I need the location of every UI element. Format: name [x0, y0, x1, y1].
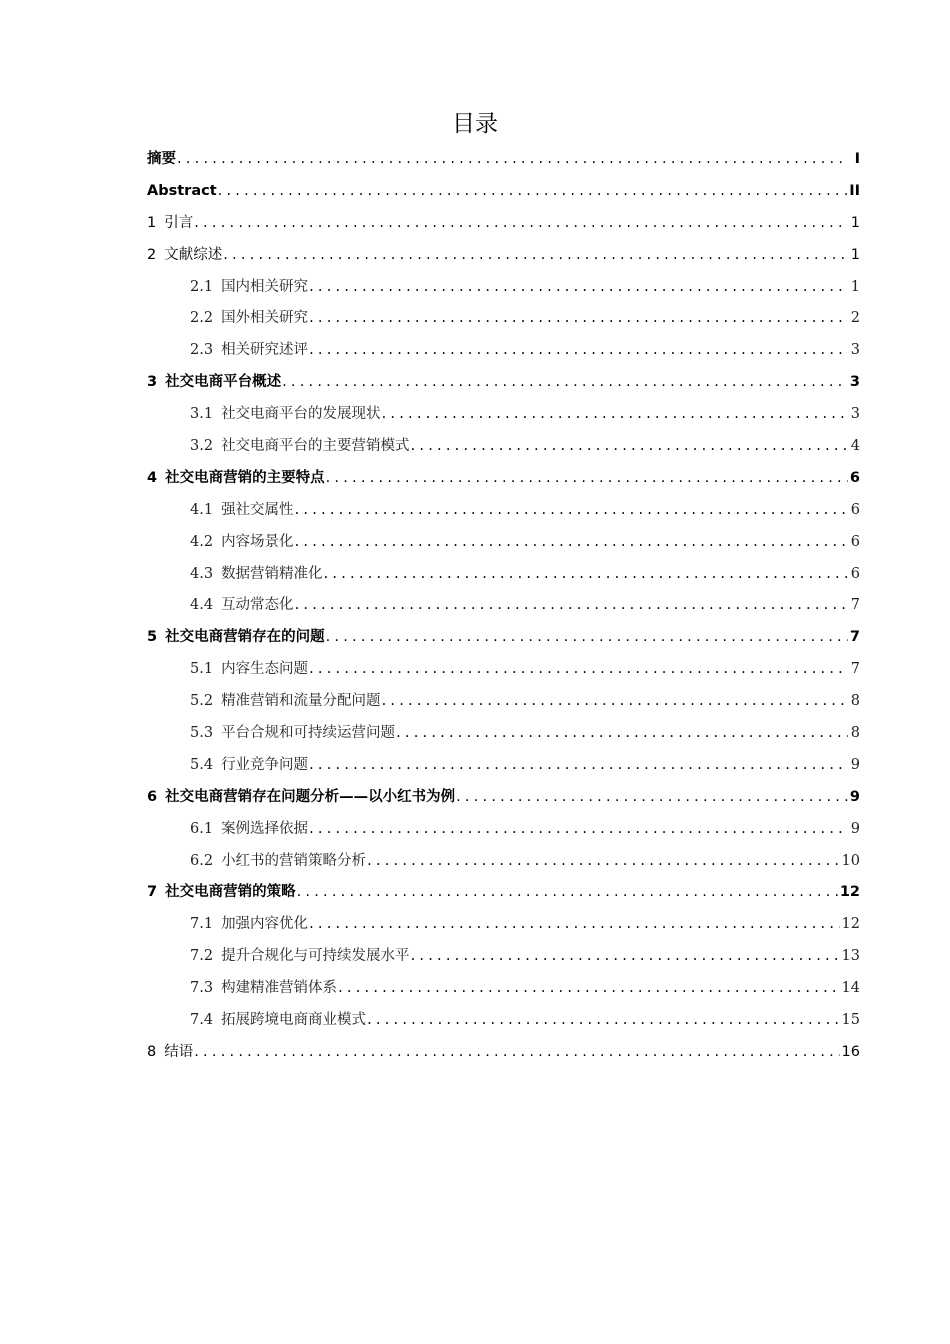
toc-entry-label: 强社交属性 — [221, 501, 294, 518]
toc-entry-number: 6.2 — [190, 852, 214, 869]
toc-entry-label: 国内相关研究 — [221, 278, 309, 295]
dot-leader — [308, 272, 848, 304]
dot-leader — [381, 399, 848, 431]
dot-leader — [308, 335, 848, 367]
toc-entry-number: 4.1 — [190, 501, 214, 518]
toc-entry-label: 文献综述 — [164, 246, 223, 263]
dot-leader — [296, 877, 838, 909]
toc-entry-number: 5.1 — [190, 661, 214, 678]
dot-leader — [193, 1037, 839, 1069]
toc-entry-number: 2 — [147, 246, 157, 263]
toc-entry-label: 结语 — [164, 1043, 194, 1060]
toc-entry-abstract-cn[interactable] — [147, 144, 860, 176]
toc-entry-page: 8 — [850, 725, 860, 742]
dot-leader — [381, 686, 848, 718]
dot-leader — [325, 463, 848, 495]
dot-leader — [395, 718, 848, 750]
toc-entry-chapter-5[interactable] — [147, 622, 860, 654]
toc-entry-number: 4.3 — [190, 565, 214, 582]
toc-entry-number: 5.4 — [190, 756, 214, 773]
dot-leader — [176, 144, 848, 176]
toc-entry-number: 2.2 — [190, 310, 214, 327]
toc-entry-section-5-3[interactable] — [147, 718, 860, 750]
dot-leader — [294, 527, 848, 559]
toc-entry-section-2-1[interactable] — [147, 272, 860, 304]
toc-entry-page: 4 — [850, 438, 860, 455]
toc-entry-label: 内容场景化 — [221, 533, 294, 550]
dot-leader — [281, 367, 848, 399]
toc-entry-page: 3 — [850, 406, 860, 423]
toc-entry-page: 6 — [850, 501, 860, 518]
toc-entry-number: 4.2 — [190, 533, 214, 550]
toc-entry-label: 内容生态问题 — [221, 661, 309, 678]
dot-leader — [294, 590, 848, 622]
toc-entry-chapter-4[interactable] — [147, 463, 860, 495]
toc-entry-label: 社交电商平台概述 — [165, 374, 282, 391]
toc-entry-number: 7 — [147, 884, 158, 901]
toc-entry-section-4-4[interactable] — [147, 590, 860, 622]
dot-leader — [323, 559, 848, 591]
toc-entry-chapter-8[interactable] — [147, 1037, 860, 1069]
toc-entry-page: 7 — [849, 629, 860, 646]
toc-entry-chapter-3[interactable] — [147, 367, 860, 399]
dot-leader — [308, 303, 848, 335]
toc-entry-label: 摘要 — [147, 151, 176, 167]
toc-entry-label: 数据营销精准化 — [221, 565, 323, 582]
toc-entry-page: 7 — [850, 597, 860, 614]
toc-entry-section-2-3[interactable] — [147, 335, 860, 367]
toc-entry-page: 9 — [850, 820, 860, 837]
toc-entry-label: 社交电商营销的策略 — [165, 884, 296, 901]
toc-entry-page: 13 — [841, 948, 860, 965]
toc-entry-chapter-6[interactable] — [147, 782, 860, 814]
toc-entry-label: 社交电商平台的发展现状 — [221, 406, 381, 423]
toc-entry-label: 精准营销和流量分配问题 — [221, 693, 381, 710]
toc-entry-number: 2.1 — [190, 278, 214, 295]
toc-entry-page: 14 — [841, 980, 860, 997]
toc-entry-page: 3 — [849, 374, 860, 391]
toc-entry-section-7-2[interactable] — [147, 941, 860, 973]
toc-entry-page: 7 — [850, 661, 860, 678]
toc-entry-page: 12 — [839, 884, 860, 901]
toc-entry-section-5-1[interactable] — [147, 654, 860, 686]
toc-entry-label: 行业竞争问题 — [221, 756, 309, 773]
toc-entry-label: 互动常态化 — [221, 597, 294, 614]
toc-entry-number: 1 — [147, 214, 157, 231]
toc-entry-label: 国外相关研究 — [221, 310, 309, 327]
toc-entry-page: 3 — [850, 342, 860, 359]
toc-entry-section-3-1[interactable] — [147, 399, 860, 431]
toc-entry-section-3-2[interactable] — [147, 431, 860, 463]
toc-entry-label: 拓展跨境电商商业模式 — [221, 1012, 367, 1029]
toc-entry-page: 9 — [849, 788, 860, 805]
toc-entry-page: 16 — [841, 1043, 860, 1060]
toc-entry-section-5-4[interactable] — [147, 750, 860, 782]
dot-leader — [308, 654, 848, 686]
dot-leader — [410, 431, 848, 463]
toc-entry-label: 提升合规化与可持续发展水平 — [221, 948, 410, 965]
toc-entry-chapter-2[interactable] — [147, 240, 860, 272]
toc-entry-number: 2.3 — [190, 342, 214, 359]
toc-entry-page: 9 — [850, 756, 860, 773]
toc-entry-label: 社交电商营销存在的问题 — [165, 629, 325, 646]
toc-entry-label: 加强内容优化 — [221, 916, 309, 933]
toc-entry-label: 构建精准营销体系 — [221, 980, 338, 997]
dot-leader — [410, 941, 840, 973]
toc-entry-label: 小红书的营销策略分析 — [221, 852, 367, 869]
toc-entry-section-6-2[interactable] — [147, 846, 860, 878]
dot-leader — [308, 814, 848, 846]
dot-leader — [308, 909, 839, 941]
toc-entry-number: 8 — [147, 1043, 157, 1060]
toc-entry-page: II — [849, 182, 860, 199]
toc-entry-number: 6 — [147, 788, 158, 805]
toc-entry-section-4-1[interactable] — [147, 495, 860, 527]
dot-leader — [308, 750, 848, 782]
dot-leader — [337, 973, 839, 1005]
toc-entry-section-7-3[interactable] — [147, 973, 860, 1005]
toc-entry-chapter-7[interactable] — [147, 877, 860, 909]
toc-entry-label: 平台合规和可持续运营问题 — [221, 725, 396, 742]
toc-entry-number: 7.2 — [190, 948, 214, 965]
toc-entry-page: 6 — [849, 469, 860, 486]
dot-leader — [217, 176, 848, 208]
toc-entry-chapter-1[interactable] — [147, 208, 860, 240]
toc-entry-page: 15 — [841, 1012, 860, 1029]
toc-entry-section-6-1[interactable] — [147, 814, 860, 846]
toc-entry-number: 3.1 — [190, 406, 214, 423]
toc-entry-label: 社交电商营销的主要特点 — [165, 469, 325, 486]
toc-entry-abstract-en[interactable] — [147, 176, 860, 208]
toc-entry-page: 1 — [850, 214, 860, 231]
dot-leader — [193, 208, 848, 240]
toc-entry-page: I — [854, 151, 860, 167]
toc-entry-number: 3.2 — [190, 438, 214, 455]
toc-entry-number: 7.1 — [190, 916, 214, 933]
toc-entry-number: 5.3 — [190, 725, 214, 742]
toc-entry-label: 引言 — [164, 214, 194, 231]
toc-entry-section-4-3[interactable] — [147, 559, 860, 591]
toc-entry-section-7-4[interactable] — [147, 1005, 860, 1037]
toc-entry-label: 社交电商平台的主要营销模式 — [221, 438, 410, 455]
toc-entry-page: 2 — [850, 310, 860, 327]
toc-entry-section-2-2[interactable] — [147, 303, 860, 335]
toc-entry-section-7-1[interactable] — [147, 909, 860, 941]
dot-leader — [366, 846, 839, 878]
toc-entry-label: 相关研究述评 — [221, 342, 309, 359]
dot-leader — [325, 622, 848, 654]
dot-leader — [222, 240, 848, 272]
page-title: 目录 — [452, 111, 498, 137]
toc-entry-number: 4.4 — [190, 597, 214, 614]
toc-entry-page: 12 — [841, 916, 860, 933]
toc-entry-label: Abstract — [147, 182, 217, 199]
toc-entry-section-5-2[interactable] — [147, 686, 860, 718]
toc-entry-number: 7.4 — [190, 1012, 214, 1029]
toc-entry-page: 8 — [850, 693, 860, 710]
toc-entry-number: 6.1 — [190, 820, 214, 837]
toc-entry-number: 5.2 — [190, 693, 214, 710]
toc-entry-page: 1 — [850, 278, 860, 295]
toc-entry-number: 3 — [147, 374, 158, 391]
toc-entry-section-4-2[interactable] — [147, 527, 860, 559]
toc-entry-page: 6 — [850, 533, 860, 550]
dot-leader — [455, 782, 848, 814]
toc-entry-page: 10 — [841, 852, 860, 869]
toc-entry-label: 社交电商营销存在问题分析——以小红书为例 — [165, 788, 456, 805]
toc-entry-number: 4 — [147, 469, 158, 486]
toc-entry-number: 5 — [147, 629, 158, 646]
toc-entry-page: 1 — [850, 246, 860, 263]
table-of-contents — [147, 144, 860, 1069]
toc-entry-number: 7.3 — [190, 980, 214, 997]
toc-entry-label: 案例选择依据 — [221, 820, 309, 837]
dot-leader — [366, 1005, 839, 1037]
toc-entry-page: 6 — [850, 565, 860, 582]
dot-leader — [294, 495, 848, 527]
